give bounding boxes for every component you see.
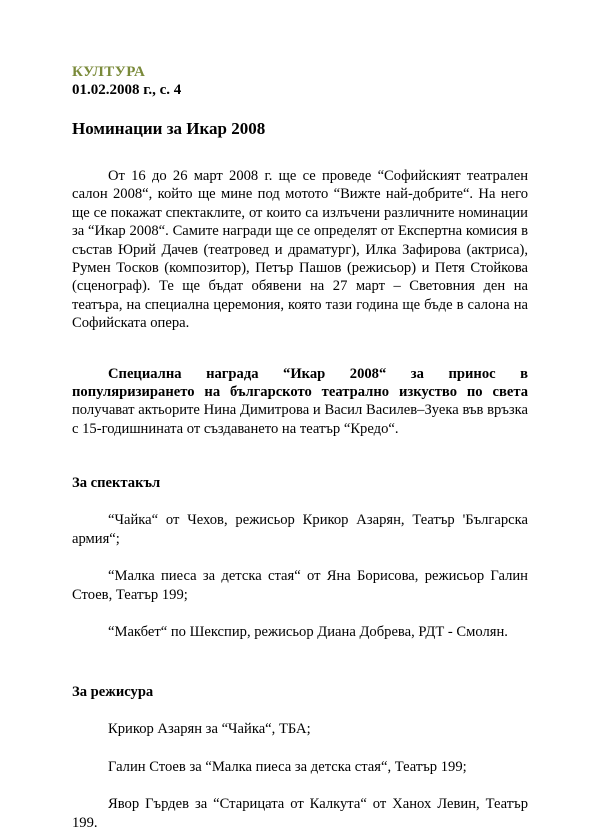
special-award-bold-text: Специална награда “Икар 2008“ за принос в популяризирането на българското театрално изкуство по света [72,365,528,401]
special-award-rest-text: получават актьорите Нина Димитрова и Васил Василев–Зуека във връзка с 15-годишнината от създаването на театър “Кредо“. [72,402,528,437]
special-award-paragraph [72,365,528,439]
dateline: 01.02.2008 г., с. 4 [72,82,182,98]
show-nomination-item: “Макбет“ по Шекспир, режисьор Диана Добрева, РДТ - Смолян. [108,623,508,640]
intro-paragraph: От 16 до 26 март 2008 г. ще се проведе “Софийският театрален салон 2008“, който ще мине под мотото “Вижте най-добрите“. На него ще се покажат спектаклите, от които са излъчени различните номинации за “Икар 2008“. Самите награди ще се определят от Експертна комисия в състав Юрий Дачев (театровед и драматург), Илка Зафирова (актриса), Румен Тосков (композитор), Петър Пашов (режисьор) и Петя Стойкова (сценограф). Те ще бъдат обявени на 27 март – Световния ден на театъра, на специална церемония, която тази година ще бъде в салона на Софийската опера. [72,168,528,332]
article-title: Номинации за Икар 2008 [72,119,266,138]
section-label: КУЛТУРА [72,64,146,80]
show-heading: За спектакъл [72,475,161,492]
show-nomination-item: “Малка пиеса за детска стая“ от Яна Борисова, режисьор Галин Стоев, Театър 199; [72,568,528,603]
direction-nomination-item: Галин Стоев за “Малка пиеса за детска стая“, Театър 199; [108,758,467,775]
direction-nomination-item: Крикор Азарян за “Чайка“, ТБА; [108,721,311,738]
direction-nomination-item: Явор Гърдев за “Старицата от Калкута“ от Ханох Левин, Театър 199. [72,796,528,831]
direction-heading: За режисура [72,684,154,701]
document-page [72,64,528,832]
show-nomination-item: “Чайка“ от Чехов, режисьор Крикор Азарян, Театър 'Българска армия“; [72,512,528,547]
